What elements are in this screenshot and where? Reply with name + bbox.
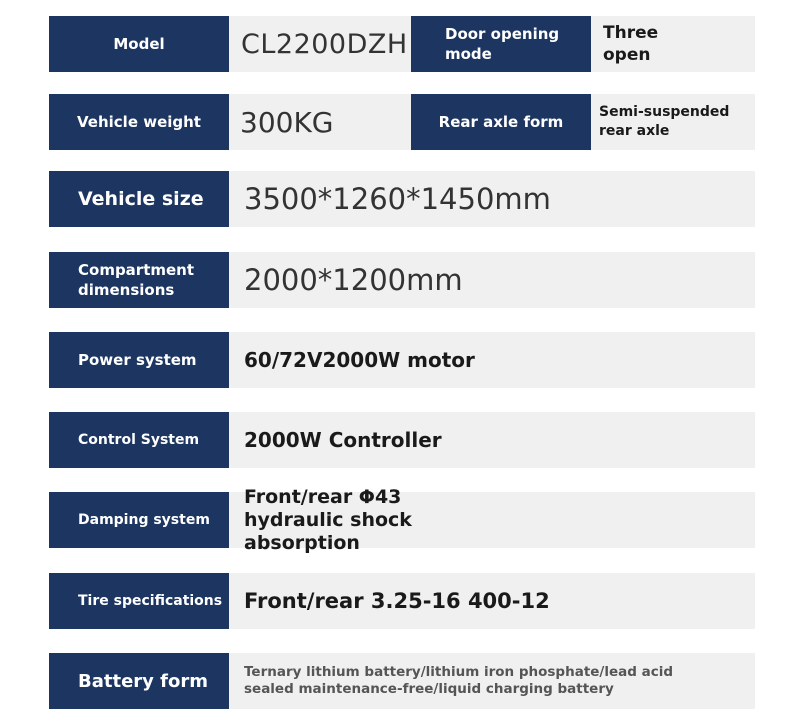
spec-row-control xyxy=(49,412,755,468)
control-value: 2000W Controller xyxy=(229,412,755,468)
damping-label: Damping system xyxy=(49,492,229,548)
spec-row-battery xyxy=(49,653,755,709)
model-value: CL2200DZH xyxy=(229,16,411,72)
compartment-label: Compartment dimensions xyxy=(49,252,229,308)
spec-row-compartment xyxy=(49,252,755,308)
spec-row-damping xyxy=(49,485,755,554)
door-value: Three open xyxy=(591,16,755,72)
power-label: Power system xyxy=(49,332,229,388)
weight-label: Vehicle weight xyxy=(49,94,229,150)
battery-label: Battery form xyxy=(49,653,229,709)
model-label: Model xyxy=(49,16,229,72)
door-label: Door opening mode xyxy=(411,16,591,72)
compartment-value: 2000*1200mm xyxy=(229,252,755,308)
size-label: Vehicle size xyxy=(49,171,229,227)
weight-value: 300KG xyxy=(229,94,411,150)
axle-value: Semi-suspended rear axle xyxy=(591,94,755,150)
spec-row-power xyxy=(49,332,755,388)
tire-label: Tire specifications xyxy=(49,573,229,629)
spec-row-weight xyxy=(49,94,755,150)
spec-row-size xyxy=(49,171,755,227)
control-label: Control System xyxy=(49,412,229,468)
tire-value: Front/rear 3.25-16 400-12 xyxy=(229,573,755,629)
spec-row-tire xyxy=(49,573,755,629)
power-value: 60/72V2000W motor xyxy=(229,332,755,388)
damping-value: Front/rear Φ43 hydraulic shock absorption xyxy=(229,492,755,548)
axle-label: Rear axle form xyxy=(411,94,591,150)
battery-value: Ternary lithium battery/lithium iron phosphate/lead acid sealed maintenance-free/liquid charging battery xyxy=(229,653,755,709)
spec-row-model xyxy=(49,16,755,72)
size-value: 3500*1260*1450mm xyxy=(229,171,755,227)
